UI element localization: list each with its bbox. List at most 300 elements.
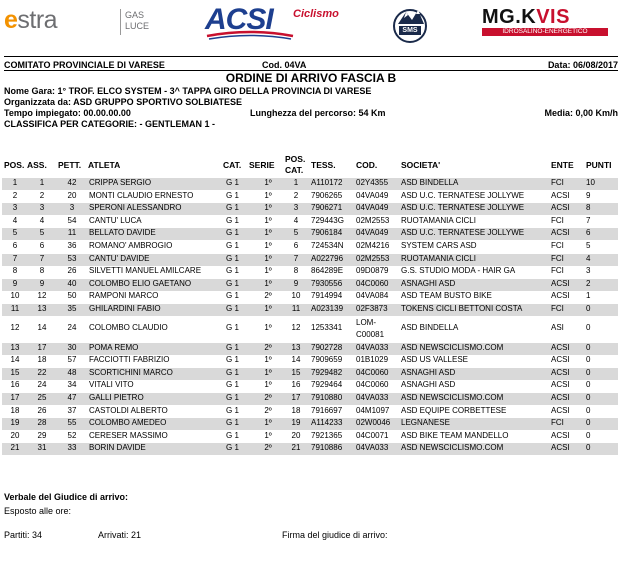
cell-poscat: 2 [293,190,299,200]
cell-tess: 7909659 [311,355,343,365]
cell-punti: 8 [586,203,591,213]
cell-pos: 5 [12,228,18,238]
cell-serie: 1º [264,266,272,276]
cell-tess: 864289E [311,266,344,276]
col-punti: PUNTI [586,160,612,170]
cell-societa: ASD TEAM BUSTO BIKE [401,291,492,301]
estra-logo: estra GAS LUCE [4,6,150,34]
cell-atleta: SCORTICHINI MARCO [89,367,173,377]
table-row [2,191,618,203]
cell-cat: G 1 [226,291,239,301]
cell-pos: 6 [12,241,18,250]
cell-ass: 2 [39,190,45,200]
cell-pos: 16 [10,380,20,390]
sms-logo: SMS [390,4,430,44]
cell-tess: A022796 [311,253,344,263]
table-row [2,418,618,430]
cell-pett: 52 [67,430,77,440]
cell-cod: 04VA049 [356,228,389,238]
col-societa: SOCIETA' [401,160,441,170]
cell-pos: 9 [12,278,18,288]
cell-cat: G 1 [226,266,239,276]
table-row [2,266,618,278]
cell-cat: G 1 [226,355,239,365]
cell-serie: 1º [264,178,272,187]
cell-pos: 18 [10,405,20,415]
table-row [2,368,618,380]
committee-code: Cod. 04VA [262,60,307,70]
cell-pos: 3 [12,203,18,213]
elapsed-time: Tempo impiegato: 00.00.00.00 [4,108,131,118]
cell-pett: 35 [67,304,77,313]
cell-ass: 25 [37,393,47,402]
cell-atleta: COLOMBO ELIO GAETANO [89,278,192,288]
cell-cod: 04VA033 [356,342,389,352]
cell-poscat: 18 [291,405,301,415]
cell-pett: 30 [67,342,77,352]
cell-serie: 1º [264,203,272,213]
cell-poscat: 15 [291,367,301,377]
cell-tess: A114233 [311,418,343,428]
cell-punti: 6 [586,228,591,238]
cell-punti: 2 [586,278,591,288]
col-ass: ASS. [27,160,47,170]
cell-punti: 0 [586,418,591,428]
cell-cod: 04VA084 [356,291,389,301]
average-speed: Media: 0,00 Km/h [544,108,618,118]
judge-report-label: Verbale del Giudice di arrivo: [4,492,129,502]
cell-ente: FCI [551,418,564,428]
cell-poscat: 7 [293,253,299,263]
cell-pos: 10 [10,291,20,301]
cell-pos: 11 [10,304,20,313]
cell-ass: 3 [39,203,45,213]
cell-ente: FCI [551,304,564,313]
cell-cat: G 1 [226,278,239,288]
cell-cat: G 1 [226,241,239,250]
cell-punti: 0 [586,367,591,377]
cell-pos: 8 [12,266,18,276]
cell-punti: 7 [586,215,591,225]
cell-ass: 4 [39,215,45,225]
cell-tess: 7906271 [311,203,343,213]
cell-punti: 0 [586,443,591,453]
cell-cat: G 1 [226,190,239,200]
cell-atleta: CERESER MASSIMO [89,430,168,440]
cell-pett: 42 [67,178,77,187]
cell-atleta: SILVETTI MANUEL AMILCARE [89,266,202,276]
cell-societa: ASNAGHI ASD [401,278,456,288]
cell-punti: 3 [586,266,591,276]
cell-poscat: 17 [291,393,301,402]
cell-punti: 0 [586,393,591,402]
cell-ente: ACSI [551,443,570,453]
cell-tess: 7906265 [311,190,343,200]
cell-pett: 20 [67,190,77,200]
cell-cod: 04C0060 [356,380,389,390]
cell-pos: 13 [10,342,20,352]
cell-poscat: 6 [293,241,299,250]
cell-poscat: 16 [291,380,301,390]
cell-cod: 04C0071 [356,430,389,440]
race-date: Data: 06/08/2017 [547,60,618,70]
table-row [2,317,618,341]
cell-atleta: BELLATO DAVIDE [89,228,156,238]
cell-serie: 1º [264,380,272,390]
cell-tess: 7910880 [311,393,343,402]
cell-poscat: 21 [291,443,301,453]
cell-tess: 729443G [311,215,344,225]
cell-ente: FCI [551,215,564,225]
table-row [2,241,618,253]
cell-cat: G 1 [226,367,239,377]
table-row [2,178,618,190]
cell-cod: 02M2553 [356,215,390,225]
cell-societa: ASD BINDELLA [401,178,459,187]
cell-cod: 04VA033 [356,393,389,402]
cell-serie: 2º [264,342,272,352]
cell-ente: ACSI [551,355,570,365]
cell-ente: ACSI [551,190,570,200]
cell-punti: 10 [586,178,595,187]
cell-pos: 4 [12,215,18,225]
cell-atleta: GHILARDINI FABIO [89,304,161,313]
committee-name: COMITATO PROVINCIALE DI VARESE [4,60,165,70]
cell-ente: ACSI [551,342,570,352]
cell-punti: 0 [586,405,591,415]
cell-cod: 04VA033 [356,443,389,453]
cell-serie: 1º [264,367,272,377]
cell-societa: ASD NEWSCICLISMO.COM [401,443,504,453]
cell-atleta: MONTI CLAUDIO ERNESTO [89,190,194,200]
cell-cat: G 1 [226,393,239,402]
table-row [2,393,618,405]
cell-poscat: 14 [291,355,301,365]
cell-pett: 26 [67,266,77,276]
cell-cat: G 1 [226,430,239,440]
cell-ass: 24 [37,380,47,390]
table-row [2,380,618,392]
cell-cat: G 1 [226,322,239,332]
cell-pett: 24 [67,322,77,332]
cell-ente: FCI [551,178,564,187]
race-name: Nome Gara: 1° TROF. ELCO SYSTEM - 3^ TAPPA GIRO DELLA PROVINCIA DI VARESE [4,86,372,96]
cell-ente: ACSI [551,228,570,238]
cell-ente: ACSI [551,393,570,402]
col-cat: CAT. [223,160,242,170]
cell-ass: 26 [37,405,47,415]
cell-atleta: GALLI PIETRO [89,393,144,402]
cell-atleta: CASTOLDI ALBERTO [89,405,168,415]
table-row [2,355,618,367]
cell-ente: ACSI [551,278,570,288]
cell-cod: 02Y4355 [356,178,389,187]
starters-count: Partiti: 34 [4,530,43,540]
cell-tess: 7929464 [311,380,343,390]
cell-ente: ACSI [551,380,570,390]
cell-atleta: VITALI VITO [89,380,134,390]
table-row [2,431,618,443]
cell-serie: 1º [264,278,272,288]
cell-ass: 29 [37,430,47,440]
cell-societa: RUOTAMANIA CICLI [401,253,476,263]
cell-serie: 1º [264,322,272,332]
col-serie: SERIE [249,160,275,170]
cell-poscat: 20 [291,430,301,440]
cell-poscat: 4 [293,215,299,225]
cell-pett: 34 [67,380,77,390]
finishers-count: Arrivati: 21 [98,530,142,540]
cell-pett: 50 [67,291,77,301]
cell-pett: 40 [67,278,77,288]
cell-ente: FCI [551,253,564,263]
table-row [2,343,618,355]
cell-atleta: FACCIOTTI FABRIZIO [89,355,170,365]
cell-serie: 1º [264,430,272,440]
cell-serie: 1º [264,253,272,263]
cell-punti: 1 [586,291,591,301]
cell-serie: 2º [264,291,272,301]
cell-societa: ASD BIKE TEAM MANDELLO [401,430,509,440]
table-row [2,203,618,215]
cell-serie: 1º [264,418,272,428]
cell-tess: 7921365 [311,430,343,440]
cell-poscat: 13 [291,342,301,352]
col-pos: POS. [4,160,25,170]
judge-signature-label: Firma del giudice di arrivo: [282,530,388,540]
cell-societa: ASD BINDELLA [401,322,459,332]
cell-punti: 0 [586,430,591,440]
table-row [2,216,618,228]
cell-punti: 0 [586,342,591,352]
cell-serie: 2º [264,393,272,402]
cell-punti: 0 [586,355,591,365]
cell-cod: 04VA049 [356,190,389,200]
cell-societa: G.S. STUDIO MODA - HAIR GA [401,266,516,276]
col-poscat-1: POS. [285,154,306,164]
cell-cat: G 1 [226,228,239,238]
cell-serie: 1º [264,355,272,365]
cell-ente: ACSI [551,291,570,301]
cell-ass: 18 [37,355,47,365]
cell-punti: 0 [586,380,591,390]
table-row [2,279,618,291]
cell-poscat: 5 [293,228,299,238]
cell-pett: 53 [67,253,77,263]
cell-pett: 54 [67,215,77,225]
cell-serie: 1º [264,241,272,250]
col-pett: PETT. [58,160,82,170]
cell-societa: ASD EQUIPE CORBETTESE [401,405,507,415]
table-row [2,254,618,266]
cell-serie: 1º [264,215,272,225]
cell-ass: 12 [37,291,47,301]
cell-cod: 02W0046 [356,418,391,428]
cell-societa: LEGNANESE [401,418,450,428]
cell-tess: A110172 [311,178,343,187]
table-row [2,291,618,303]
category-label: CLASSIFICA PER CATEGORIE: - GENTLEMAN 1 - [4,119,216,129]
cell-cat: G 1 [226,215,239,225]
cell-atleta: BORIN DAVIDE [89,443,146,453]
cell-pett: 48 [67,367,77,377]
cell-pett: 37 [67,405,77,415]
cell-pett: 11 [67,228,77,238]
cell-poscat: 3 [293,203,299,213]
cell-ass: 22 [37,367,47,377]
course-length: Lunghezza del percorso: 54 Km [250,108,386,118]
cell-pos: 12 [10,322,20,332]
cell-ass: 1 [39,178,45,187]
cell-poscat: 19 [291,418,301,428]
cell-ass: 14 [37,322,47,332]
cell-tess: 7910886 [311,443,343,453]
cell-atleta: COLOMBO AMEDEO [89,418,167,428]
cell-ente: FCI [551,266,564,276]
col-atleta: ATLETA [88,160,121,170]
cell-cat: G 1 [226,203,239,213]
col-cod: COD. [356,160,378,170]
cell-cod: 02F3873 [356,304,388,313]
cell-poscat: 1 [293,178,299,187]
cell-pos: 7 [12,253,18,263]
cell-ente: ACSI [551,203,570,213]
page-title: ORDINE DI ARRIVO FASCIA B [225,71,397,85]
posted-time-label: Esposto alle ore: [4,506,72,516]
cell-atleta: SPERONI ALESSANDRO [89,203,182,213]
cell-atleta: POMA REMO [89,342,139,352]
cell-societa: SYSTEM CARS ASD [401,241,477,250]
cell-cod: 04VA049 [356,203,389,213]
cell-cat: G 1 [226,342,239,352]
cell-serie: 1º [264,190,272,200]
mgk-vis-logo: MG.KVIS IDROSALINO-ENERGETICO [482,6,608,38]
cell-atleta: COLOMBO CLAUDIO [89,322,168,332]
cell-ass: 9 [39,278,45,288]
cell-societa: RUOTAMANIA CICLI [401,215,476,225]
cell-tess: 7914994 [311,291,343,301]
table-row [2,443,618,455]
cell-serie: 1º [264,228,272,238]
cell-pett: 3 [69,203,75,213]
table-row [2,228,618,240]
cell-pos: 17 [10,393,20,402]
cell-cat: G 1 [226,253,239,263]
cell-pett: 47 [67,393,77,402]
cell-tess: 1253341 [311,322,343,332]
cell-pett: 55 [67,418,77,428]
cell-cat: G 1 [226,443,239,453]
cell-poscat: 9 [293,278,299,288]
organizer: Organizzata da: ASD GRUPPO SPORTIVO SOLBIATESE [4,97,243,107]
cell-pos: 2 [12,190,18,200]
cell-ente: ACSI [551,367,570,377]
cell-ente: ASI [551,322,564,332]
cell-punti: 4 [586,253,591,263]
cell-cod: 02M2553 [356,253,390,263]
cell-tess: 724534N [311,241,344,250]
table-row [2,304,618,316]
cell-atleta: RAMPONI MARCO [89,291,159,301]
cell-poscat: 11 [291,304,301,313]
cell-societa: ASD NEWSCICLISMO.COM [401,342,504,352]
cell-pett: 33 [67,443,77,453]
cell-poscat: 8 [293,266,299,276]
cell-societa: ASD U.C. TERNATESE JOLLYWE [401,203,525,213]
cell-punti: 0 [586,304,591,313]
cell-pett: 36 [67,241,77,250]
cell-ass: 7 [39,253,45,263]
acsi-logo: ACSI Ciclismo [205,0,335,40]
cell-pos: 15 [10,367,20,377]
table-row [2,406,618,418]
cell-societa: ASD U.C. TERNATESE JOLLYWE [401,190,525,200]
cell-atleta: CRIPPA SERGIO [89,178,152,187]
cell-cat: G 1 [226,405,239,415]
cell-tess: 7930556 [311,278,343,288]
cell-poscat: 10 [291,291,301,301]
cell-serie: 2º [264,405,272,415]
col-ente: ENTE [551,160,574,170]
cell-pos: 14 [10,355,20,365]
cell-ente: FCI [551,241,564,250]
col-tess: TESS. [311,160,336,170]
col-poscat-2: CAT. [285,165,304,175]
cell-cod: 01B1029 [356,355,389,365]
cell-serie: 2º [264,443,272,453]
cell-cod: LOM-C00081 [356,317,385,339]
cell-pett: 57 [67,355,77,365]
cell-ass: 5 [39,228,45,238]
cell-pos: 19 [10,418,20,428]
cell-ass: 13 [37,304,47,313]
cell-societa: ASD U.C. TERNATESE JOLLYWE [401,228,525,238]
cell-tess: A023139 [311,304,344,313]
cell-tess: 7929482 [311,367,343,377]
cell-poscat: 12 [291,322,301,332]
cell-pos: 1 [12,178,18,187]
cell-cat: G 1 [226,178,239,187]
cell-atleta: ROMANO' AMBROGIO [89,241,173,250]
cell-tess: 7902728 [311,342,343,352]
cell-societa: ASD US VALLESE [401,355,468,365]
cell-cat: G 1 [226,304,239,313]
cell-serie: 1º [264,304,272,313]
header-top-rule [4,56,618,57]
logo-bar [0,0,622,50]
cell-tess: 7906184 [311,228,343,238]
cell-ente: ACSI [551,405,570,415]
cell-societa: ASD NEWSCICLISMO.COM [401,393,504,402]
cell-societa: TOKENS CICLI BETTONI COSTA [401,304,523,313]
cell-pos: 21 [10,443,20,453]
cell-atleta: CANTU' LUCA [89,215,142,225]
cell-ass: 8 [39,266,45,276]
cell-punti: 0 [586,322,591,332]
cell-punti: 5 [586,241,591,250]
cell-ass: 28 [37,418,47,428]
cell-cod: 04M1097 [356,405,390,415]
cell-ass: 31 [37,443,47,453]
cell-cod: 09D0879 [356,266,389,276]
cell-cat: G 1 [226,380,239,390]
cell-ass: 17 [37,342,47,352]
cell-cat: G 1 [226,418,239,428]
cell-ente: ACSI [551,430,570,440]
cell-cod: 04C0060 [356,278,389,288]
cell-societa: ASNAGHI ASD [401,380,456,390]
cell-cod: 02M4216 [356,241,390,250]
